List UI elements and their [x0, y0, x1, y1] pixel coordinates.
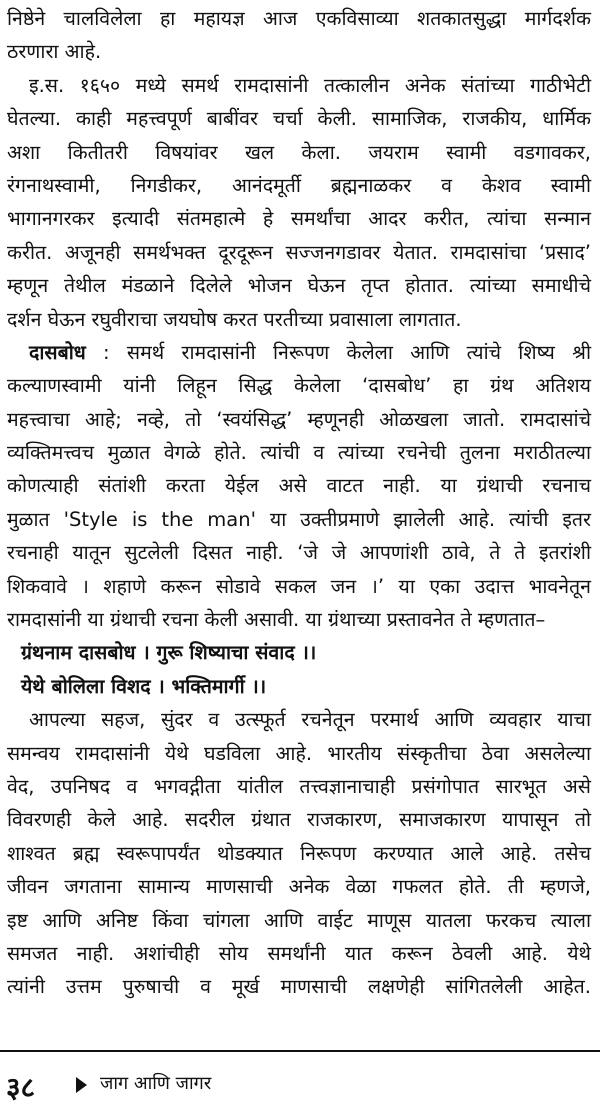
text-line: शिकवावे । शहाणे करून सोडावे सकल जन ।’ या एका उदात्त भावनेतून	[7, 574, 591, 598]
text-line: दर्शन घेऊन रघुवीराचा जयघोष करत परतीच्या प्रवासाला लागतात.	[7, 307, 462, 331]
text-line: समन्वय रामदासांनी येथे घडविला आहे. भारतीय संस्कृतीचा ठेवा असलेल्या	[7, 741, 591, 765]
text-line: शाश्वत ब्रह्म स्वरूपापर्यंत थोडक्यात निरूपण करण्यात आले आहे. तसेच	[7, 841, 591, 865]
text-line: समजत नाही. अशांचीही सोय समर्थांनी यात करून ठेवली आहे. येथे	[7, 941, 591, 965]
text-line: इ.स. १६५० मध्ये समर्थ रामदासांनी तत्कालीन अनेक संतांच्या गाठीभेटी	[29, 73, 591, 97]
text-line: कल्याणस्वामी यांनी लिहून सिद्ध केलेला ‘दासबोध’ हा ग्रंथ अतिशय	[7, 374, 591, 398]
text-line: व्यक्तिमत्त्वच मुळात वेगळे होते. त्यांची व त्यांच्या रचनेची तुलना मराठीतल्या	[7, 441, 591, 465]
book-title: जाग आणि जागर	[100, 1073, 212, 1094]
body-text	[7, 2, 591, 1004]
text-line: निष्ठेने चालविलेला हा महायज्ञ आज एकविसाव्या शतकातसुद्धा मार्गदर्शक	[7, 7, 591, 30]
text-line: आपल्या सहज, सुंदर व उत्स्फूर्त रचनेतून परमार्थ आणि व्यवहार याचा	[29, 708, 591, 732]
text-line: घेतल्या. काही महत्त्वपूर्ण बाबींवर चर्चा केली. सामाजिक, राजकीय, धार्मिक	[7, 107, 591, 131]
text-line: करीत. अजूनही समर्थभक्त दूरदूरून सज्जनगडावर येतात. रामदासांचा ‘प्रसाद’	[7, 240, 591, 264]
text-line: रचनाही यातून सुटलेली दिसत नाही. ‘जे जे आपणांशी ठावे, ते ते इतरांशी	[7, 541, 591, 565]
text-line: रंगनाथस्वामी, निगडीकर, आनंदमूर्ती ब्रह्मनाळकर व केशव स्वामी	[7, 173, 591, 197]
section-heading-dasbodh: दासबोध	[29, 340, 86, 364]
footer-divider	[0, 1050, 600, 1052]
text-line: महत्त्वाचा आहे; नव्हे, तो ‘स्वयंसिद्ध’ म्हणूनही ओळखला जातो. रामदासांचे	[7, 407, 591, 431]
text-line: कोणत्याही संतांशी करता येईल असे वाटत नाही. या ग्रंथाची रचनाच	[7, 474, 591, 498]
text-line: त्यांनी उत्तम पुरुषाची व मूर्ख माणसाची लक्षणेही सांगितलेली आहेत.	[7, 975, 591, 999]
verse-line: येथे बोलिला विशद । भक्तिमार्गी ।।	[21, 674, 267, 698]
triangle-right-icon	[76, 1077, 87, 1093]
page-number: ३८	[6, 1071, 36, 1104]
verse-line: ग्रंथनाम दासबोध । गुरू शिष्याचा संवाद ।।	[21, 641, 317, 665]
text-line: अशा कितीतरी विषयांवर खल केला. जयराम स्वामी वडगावकर,	[7, 140, 591, 164]
text-line: म्हणून तेथील मंडळाने दिलेले भोजन घेऊन तृप्त होतात. त्यांच्या समाधीचे	[7, 274, 591, 298]
text-line: मुळात 'Style is the man' या उक्तीप्रमाणे झालेली आहे. त्यांची इतर	[7, 507, 591, 531]
text-line: रामदासांनी या ग्रंथाची रचना केली असावी. या ग्रंथाच्या प्रस्तावनेत ते म्हणतात–	[7, 608, 546, 632]
text-line: विवरणही केले आहे. सदरील ग्रंथात राजकारण, समाजकारण यापासून तो	[7, 808, 591, 832]
text-line	[7, 336, 591, 369]
text-line: इष्ट आणि अनिष्ट किंवा चांगला आणि वाईट माणूस यातला फरकच त्याला	[7, 908, 591, 932]
text-line: वेद, उपनिषद व भगवद्गीता यांतील तत्त्वज्ञानाचाही प्रसंगोपात सारभूत असे	[7, 774, 591, 798]
page-footer	[0, 1050, 600, 1109]
text-line: जीवन जगताना सामान्य माणसाची अनेक वेळा गफलत होते. ती म्हणजे,	[7, 875, 591, 899]
text-line: ठरणारा आहे.	[7, 40, 102, 64]
text-line: भागानगरकर इत्यादी संतमहात्मे हे समर्थांचा आदर करीत, त्यांचा सन्मान	[7, 207, 591, 231]
text-fragment: : समर्थ रामदासांनी निरूपण केलेला आणि त्यांचे शिष्य श्री	[85, 340, 591, 364]
